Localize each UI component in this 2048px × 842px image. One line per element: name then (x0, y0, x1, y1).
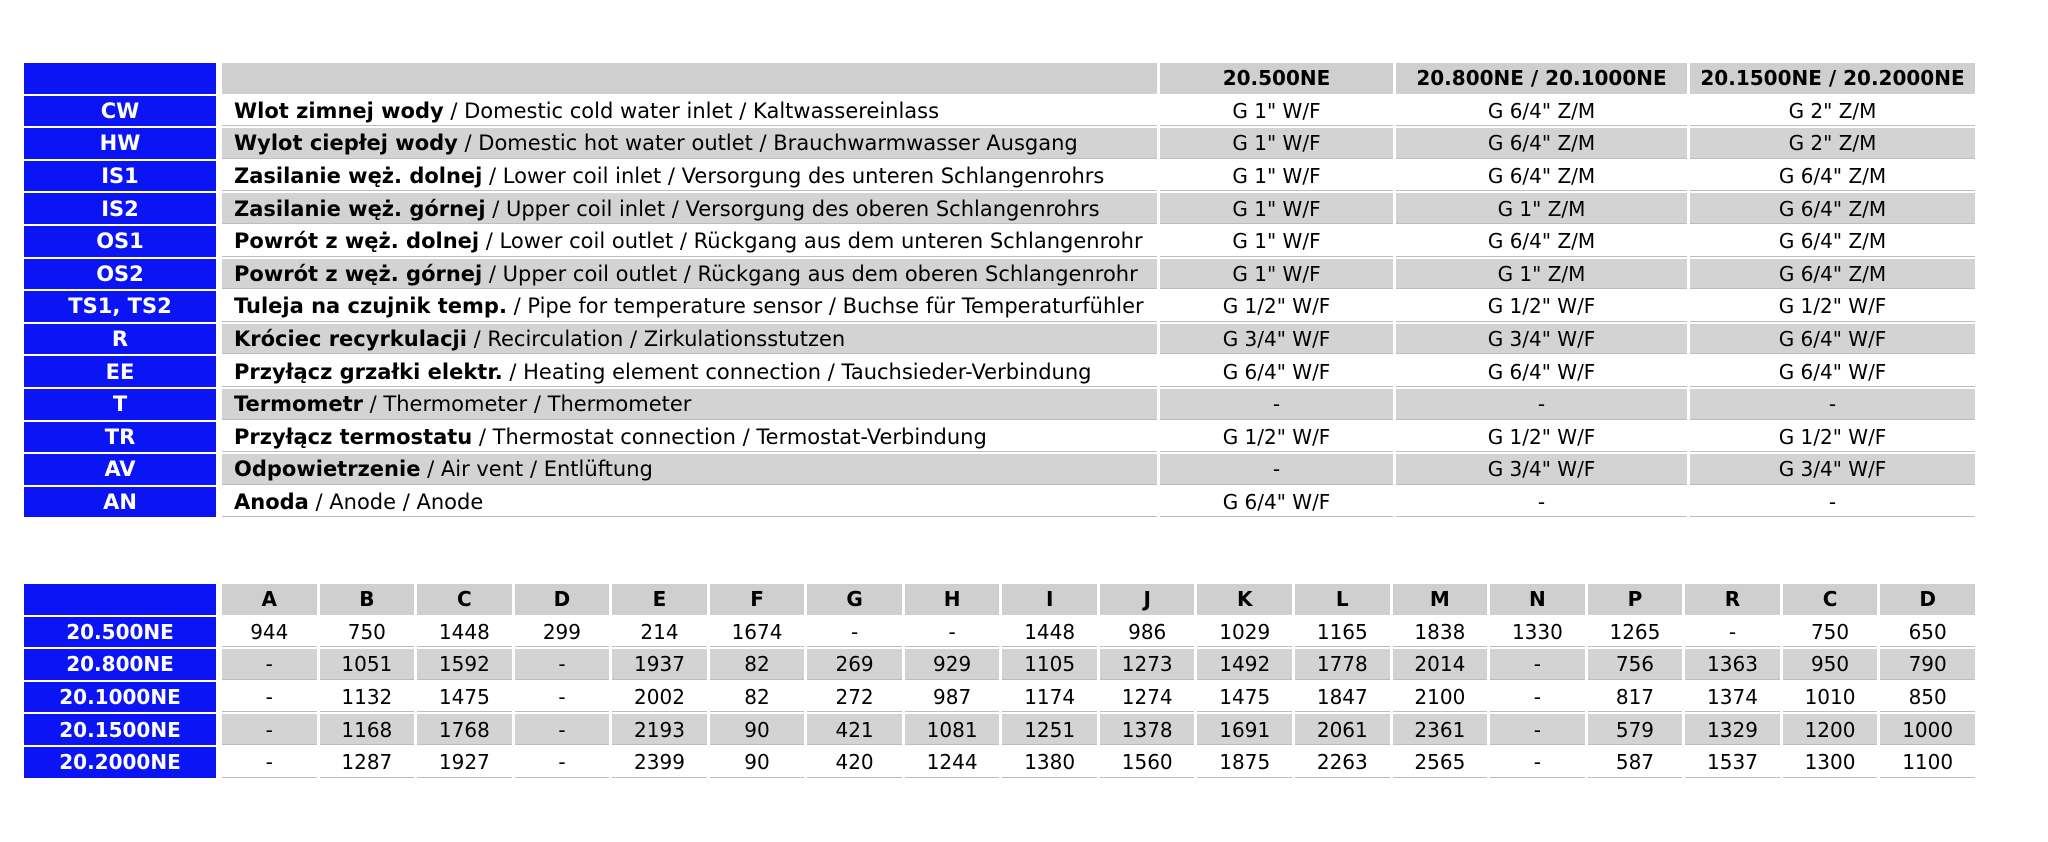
connection-description (222, 128, 1160, 161)
description-polish: Anoda (234, 490, 309, 515)
connection-value: G 1" Z/M (1396, 193, 1690, 226)
dimension-value: 1448 (417, 617, 515, 650)
connection-value: G 3/4" W/F (1396, 454, 1690, 487)
connections-table (24, 63, 1978, 519)
connection-value: G 6/4" W/F (1396, 356, 1690, 389)
dimension-value: 1200 (1783, 714, 1881, 747)
dimension-value: 1244 (905, 747, 1003, 780)
connection-value: G 6/4" Z/M (1396, 128, 1690, 161)
dimension-value: 1174 (1002, 682, 1100, 715)
model-name: 20.1500NE (24, 714, 222, 747)
description-polish: Termometr (234, 392, 363, 417)
dimension-value: 1875 (1197, 747, 1295, 780)
description-translations: / Anode / Anode (308, 490, 484, 515)
connection-row (24, 161, 1978, 194)
connection-value: G 6/4" Z/M (1396, 96, 1690, 129)
dimension-value: 1374 (1685, 682, 1783, 715)
dimension-value: 2061 (1295, 714, 1393, 747)
dimensions-table (24, 584, 1978, 780)
connection-row (24, 128, 1978, 161)
connection-description (222, 487, 1160, 520)
dimension-row (24, 682, 1978, 715)
dimension-value: - (515, 682, 613, 715)
description-polish: Powrót z węż. dolnej (234, 229, 480, 254)
description-translations: / Thermometer / Thermometer (362, 392, 692, 417)
dimension-value: 750 (320, 617, 418, 650)
connection-value: - (1160, 389, 1396, 422)
description-polish: Powrót z węż. górnej (234, 261, 483, 286)
connection-row (24, 389, 1978, 422)
dimension-value: 1838 (1393, 617, 1491, 650)
dimension-value: 1081 (905, 714, 1003, 747)
connection-code: OS2 (24, 259, 222, 292)
dimension-value: 2014 (1393, 649, 1491, 682)
dimension-value: 1051 (320, 649, 418, 682)
dimension-value: 1265 (1588, 617, 1686, 650)
connection-value: G 3/4" W/F (1690, 454, 1978, 487)
dimension-header: J (1100, 584, 1198, 617)
dimension-value: 2193 (612, 714, 710, 747)
connections-header-row (24, 63, 1978, 96)
connection-row (24, 487, 1978, 520)
dimension-value: 1475 (1197, 682, 1295, 715)
dimension-value: 1287 (320, 747, 418, 780)
dimension-value: 817 (1588, 682, 1686, 715)
connection-code: IS2 (24, 193, 222, 226)
dimension-value: - (1490, 682, 1588, 715)
dimension-value: 587 (1588, 747, 1686, 780)
dimension-row (24, 747, 1978, 780)
dimension-value: 756 (1588, 649, 1686, 682)
dimension-value: 2361 (1393, 714, 1491, 747)
connection-description (222, 389, 1160, 422)
connection-description (222, 356, 1160, 389)
connection-value: G 6/4" Z/M (1690, 259, 1978, 292)
connection-row (24, 259, 1978, 292)
connection-value: G 1" W/F (1160, 161, 1396, 194)
dimension-value: 1300 (1783, 747, 1881, 780)
connection-description (222, 291, 1160, 324)
dimensions-header-row (24, 584, 1978, 617)
connection-code: CW (24, 96, 222, 129)
dimension-value: 1937 (612, 649, 710, 682)
dimension-value: 1378 (1100, 714, 1198, 747)
connection-code: TS1, TS2 (24, 291, 222, 324)
connection-value: - (1690, 389, 1978, 422)
connection-description (222, 96, 1160, 129)
dimension-value: - (1490, 649, 1588, 682)
connection-value: G 1/2" W/F (1690, 422, 1978, 455)
dimension-value: 1274 (1100, 682, 1198, 715)
dimension-header: R (1685, 584, 1783, 617)
dimension-value: 1475 (417, 682, 515, 715)
connection-value: G 1/2" W/F (1690, 291, 1978, 324)
connection-value: G 6/4" W/F (1690, 324, 1978, 357)
dimension-value: 1537 (1685, 747, 1783, 780)
dimension-value: 1273 (1100, 649, 1198, 682)
dimension-value: 1010 (1783, 682, 1881, 715)
dimension-value: 750 (1783, 617, 1881, 650)
description-polish: Zasilanie węż. górnej (234, 196, 486, 221)
dimension-value: - (905, 617, 1003, 650)
model-name: 20.500NE (24, 617, 222, 650)
dimension-value: 214 (612, 617, 710, 650)
description-header-cell (222, 63, 1160, 96)
model-header-cell (24, 584, 222, 617)
description-polish: Wylot ciepłej wody (234, 131, 458, 156)
connection-value: G 6/4" Z/M (1690, 226, 1978, 259)
dimension-value: 650 (1880, 617, 1978, 650)
connection-value: G 1/2" W/F (1160, 291, 1396, 324)
code-header-cell (24, 63, 222, 96)
dimension-value: 1847 (1295, 682, 1393, 715)
dimension-value: 420 (807, 747, 905, 780)
connection-value: G 6/4" W/F (1160, 487, 1396, 520)
connection-row (24, 356, 1978, 389)
dimension-value: 1778 (1295, 649, 1393, 682)
description-translations: / Lower coil inlet / Versorgung des unteren Schlangenrohrs (482, 164, 1105, 189)
connection-description (222, 422, 1160, 455)
connection-value: G 3/4" W/F (1396, 324, 1690, 357)
model-header: 20.500NE (1160, 63, 1396, 96)
dimension-value: 90 (710, 747, 808, 780)
model-header: 20.800NE / 20.1000NE (1396, 63, 1690, 96)
dimension-value: 299 (515, 617, 613, 650)
dimension-header: L (1295, 584, 1393, 617)
connection-value: - (1396, 487, 1690, 520)
description-translations: / Pipe for temperature sensor / Buchse für Temperaturfühler (506, 294, 1144, 319)
dimension-value: 1492 (1197, 649, 1295, 682)
dimension-value: 987 (905, 682, 1003, 715)
dimension-header: E (612, 584, 710, 617)
connection-value: G 1" W/F (1160, 193, 1396, 226)
description-polish: Przyłącz grzałki elektr. (234, 359, 503, 384)
connection-description (222, 324, 1160, 357)
dimension-value: - (1685, 617, 1783, 650)
connection-value: G 1/2" W/F (1396, 422, 1690, 455)
dimension-value: 1380 (1002, 747, 1100, 780)
dimension-value: 1674 (710, 617, 808, 650)
connection-code: T (24, 389, 222, 422)
dimension-value: 1691 (1197, 714, 1295, 747)
dimension-value: 2100 (1393, 682, 1491, 715)
connection-description (222, 226, 1160, 259)
dimension-value: 2399 (612, 747, 710, 780)
dimension-value: 1330 (1490, 617, 1588, 650)
description-translations: / Recirculation / Zirkulationsstutzen (466, 327, 846, 352)
dimension-row (24, 649, 1978, 682)
description-translations: / Domestic cold water inlet / Kaltwassereinlass (443, 98, 940, 123)
dimension-value: 1560 (1100, 747, 1198, 780)
connection-description (222, 161, 1160, 194)
dimension-value: 790 (1880, 649, 1978, 682)
description-translations: / Heating element connection / Tauchsieder-Verbindung (502, 359, 1092, 384)
model-name: 20.1000NE (24, 682, 222, 715)
connection-value: G 6/4" Z/M (1690, 161, 1978, 194)
dimension-value: 272 (807, 682, 905, 715)
connection-value: G 1" W/F (1160, 226, 1396, 259)
dimension-value: 1105 (1002, 649, 1100, 682)
dimension-header: A (222, 584, 320, 617)
model-name: 20.800NE (24, 649, 222, 682)
connection-row (24, 96, 1978, 129)
connection-code: AN (24, 487, 222, 520)
connection-description (222, 193, 1160, 226)
connection-row (24, 226, 1978, 259)
connection-value: G 6/4" W/F (1690, 356, 1978, 389)
dimension-value: - (222, 714, 320, 747)
description-polish: Króciec recyrkulacji (234, 327, 467, 352)
connection-row (24, 324, 1978, 357)
connection-value: G 1/2" W/F (1396, 291, 1690, 324)
connection-code: OS1 (24, 226, 222, 259)
connection-value: G 6/4" W/F (1160, 356, 1396, 389)
dimension-header: H (905, 584, 1003, 617)
dimension-value: 950 (1783, 649, 1881, 682)
dimension-value: - (222, 649, 320, 682)
dimension-value: 579 (1588, 714, 1686, 747)
dimension-header: C (1783, 584, 1881, 617)
dimension-value: 2565 (1393, 747, 1491, 780)
connection-code: EE (24, 356, 222, 389)
connection-code: AV (24, 454, 222, 487)
dimension-value: 1448 (1002, 617, 1100, 650)
dimension-value: - (515, 747, 613, 780)
connection-value: - (1160, 454, 1396, 487)
description-polish: Przyłącz termostatu (234, 424, 473, 449)
connection-code: HW (24, 128, 222, 161)
description-translations: / Thermostat connection / Termostat-Verbindung (472, 424, 987, 449)
dimension-value: - (807, 617, 905, 650)
dimension-value: - (1490, 714, 1588, 747)
connection-code: R (24, 324, 222, 357)
dimension-value: 1363 (1685, 649, 1783, 682)
dimension-value: 1100 (1880, 747, 1978, 780)
description-polish: Wlot zimnej wody (234, 98, 444, 123)
dimension-value: 269 (807, 649, 905, 682)
dimension-header: D (515, 584, 613, 617)
dimension-value: 1927 (417, 747, 515, 780)
dimension-value: 850 (1880, 682, 1978, 715)
dimension-value: 1029 (1197, 617, 1295, 650)
connection-value: G 2" Z/M (1690, 128, 1978, 161)
dimension-value: 2263 (1295, 747, 1393, 780)
dimension-value: 1329 (1685, 714, 1783, 747)
dimension-header: K (1197, 584, 1295, 617)
dimension-header: D (1880, 584, 1978, 617)
connection-code: TR (24, 422, 222, 455)
connection-description (222, 259, 1160, 292)
description-translations: / Upper coil inlet / Versorgung des oberen Schlangenrohrs (485, 196, 1100, 221)
dimension-row (24, 617, 1978, 650)
dimension-header: B (320, 584, 418, 617)
dimension-row (24, 714, 1978, 747)
connection-row (24, 291, 1978, 324)
connection-value: G 1/2" W/F (1160, 422, 1396, 455)
connection-value: G 1" Z/M (1396, 259, 1690, 292)
dimension-value: 986 (1100, 617, 1198, 650)
description-polish: Tuleja na czujnik temp. (234, 294, 507, 319)
dimension-value: 929 (905, 649, 1003, 682)
dimension-value: - (515, 714, 613, 747)
dimension-value: 90 (710, 714, 808, 747)
dimension-value: 421 (807, 714, 905, 747)
dimension-value: - (515, 649, 613, 682)
connection-value: G 6/4" Z/M (1396, 161, 1690, 194)
connection-value: - (1690, 487, 1978, 520)
dimension-value: - (222, 682, 320, 715)
dimension-value: 1592 (417, 649, 515, 682)
connection-value: G 1" W/F (1160, 96, 1396, 129)
dimension-header: I (1002, 584, 1100, 617)
connection-value: G 1" W/F (1160, 259, 1396, 292)
description-translations: / Domestic hot water outlet / Brauchwarmwasser Ausgang (457, 131, 1078, 156)
dimension-value: 1132 (320, 682, 418, 715)
dimension-value: - (1490, 747, 1588, 780)
connection-row (24, 193, 1978, 226)
dimension-value: 1251 (1002, 714, 1100, 747)
dimension-value: 2002 (612, 682, 710, 715)
connection-value: G 3/4" W/F (1160, 324, 1396, 357)
dimension-header: C (417, 584, 515, 617)
connection-row (24, 454, 1978, 487)
model-header: 20.1500NE / 20.2000NE (1690, 63, 1978, 96)
description-translations: / Air vent / Entlüftung (420, 457, 653, 482)
dimension-value: 1165 (1295, 617, 1393, 650)
description-translations: / Upper coil outlet / Rückgang aus dem oberen Schlangenrohr (482, 261, 1138, 286)
dimension-value: 82 (710, 682, 808, 715)
description-polish: Odpowietrzenie (234, 457, 421, 482)
dimension-header: P (1588, 584, 1686, 617)
dimension-header: F (710, 584, 808, 617)
dimension-header: G (807, 584, 905, 617)
dimension-header: N (1490, 584, 1588, 617)
connection-row (24, 422, 1978, 455)
dimension-value: - (222, 747, 320, 780)
connection-value: G 6/4" Z/M (1396, 226, 1690, 259)
connection-value: G 6/4" Z/M (1690, 193, 1978, 226)
connection-value: G 1" W/F (1160, 128, 1396, 161)
description-polish: Zasilanie węż. dolnej (234, 164, 483, 189)
connection-value: G 2" Z/M (1690, 96, 1978, 129)
connection-code: IS1 (24, 161, 222, 194)
dimension-value: 944 (222, 617, 320, 650)
dimension-value: 1168 (320, 714, 418, 747)
model-name: 20.2000NE (24, 747, 222, 780)
dimension-value: 82 (710, 649, 808, 682)
connection-description (222, 454, 1160, 487)
dimension-value: 1000 (1880, 714, 1978, 747)
connection-value: - (1396, 389, 1690, 422)
description-translations: / Lower coil outlet / Rückgang aus dem unteren Schlangenrohr (479, 229, 1143, 254)
dimension-value: 1768 (417, 714, 515, 747)
dimension-header: M (1393, 584, 1491, 617)
